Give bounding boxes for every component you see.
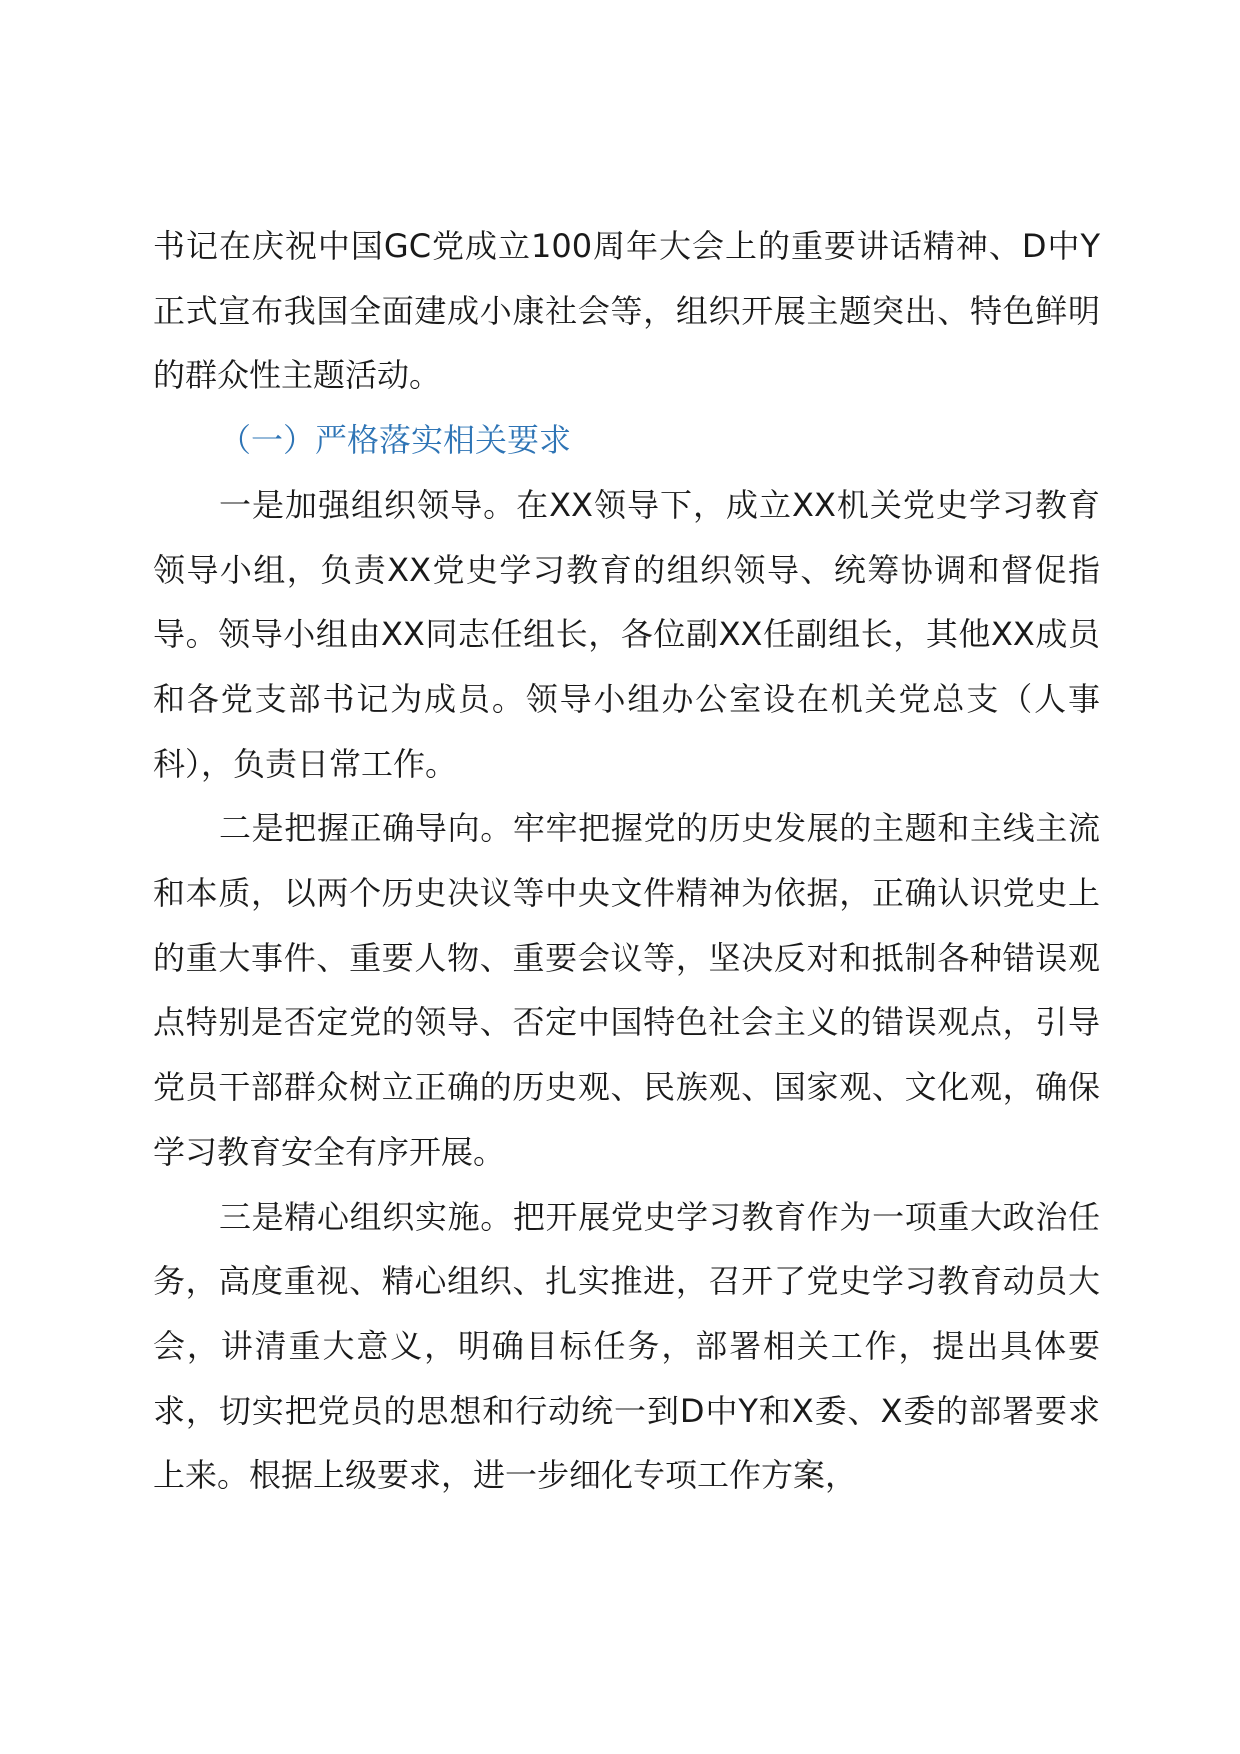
section-heading: （一）严格落实相关要求 bbox=[219, 421, 572, 460]
document-body bbox=[153, 214, 1100, 1508]
paragraph-correct-orientation: 二是把握正确导向。牢牢把握党的历史发展的主题和主线主流和本质，以两个历史决议等中央文件精神为依据，正确认识党史上的重大事件、重要人物、重要会议等，坚决反对和抵制各种错误观点特别是否定党的领导、否定中国特色社会主义的错误观点，引导党员干部群众树立正确的历史观、民族观、国家观、文化观，确保学习教育安全有序开展。 bbox=[153, 809, 1100, 1171]
paragraph-careful-implementation: 三是精心组织实施。把开展党史学习教育作为一项重大政治任务，高度重视、精心组织、扎实推进，召开了党史学习教育动员大会，讲清重大意义，明确目标任务，部署相关工作，提出具体要求，切实把党员的思想和行动统一到D中Y和X委、X委的部署要求上来。根据上级要求，进一步细化专项工作方案， bbox=[153, 1197, 1100, 1495]
continuation-paragraph: 书记在庆祝中国GC党成立100周年大会上的重要讲话精神、D中Y正式宣布我国全面建成小康社会等，组织开展主题突出、特色鲜明的群众性主题活动。 bbox=[153, 227, 1100, 395]
paragraph-organization-leadership: 一是加强组织领导。在XX领导下，成立XX机关党史学习教育领导小组，负责XX党史学习教育的组织领导、统筹协调和督促指导。领导小组由XX同志任组长，各位副XX任副组长，其他XX成员和各党支部书记为成员。领导小组办公室设在机关党总支（人事科），负责日常工作。 bbox=[153, 485, 1100, 783]
